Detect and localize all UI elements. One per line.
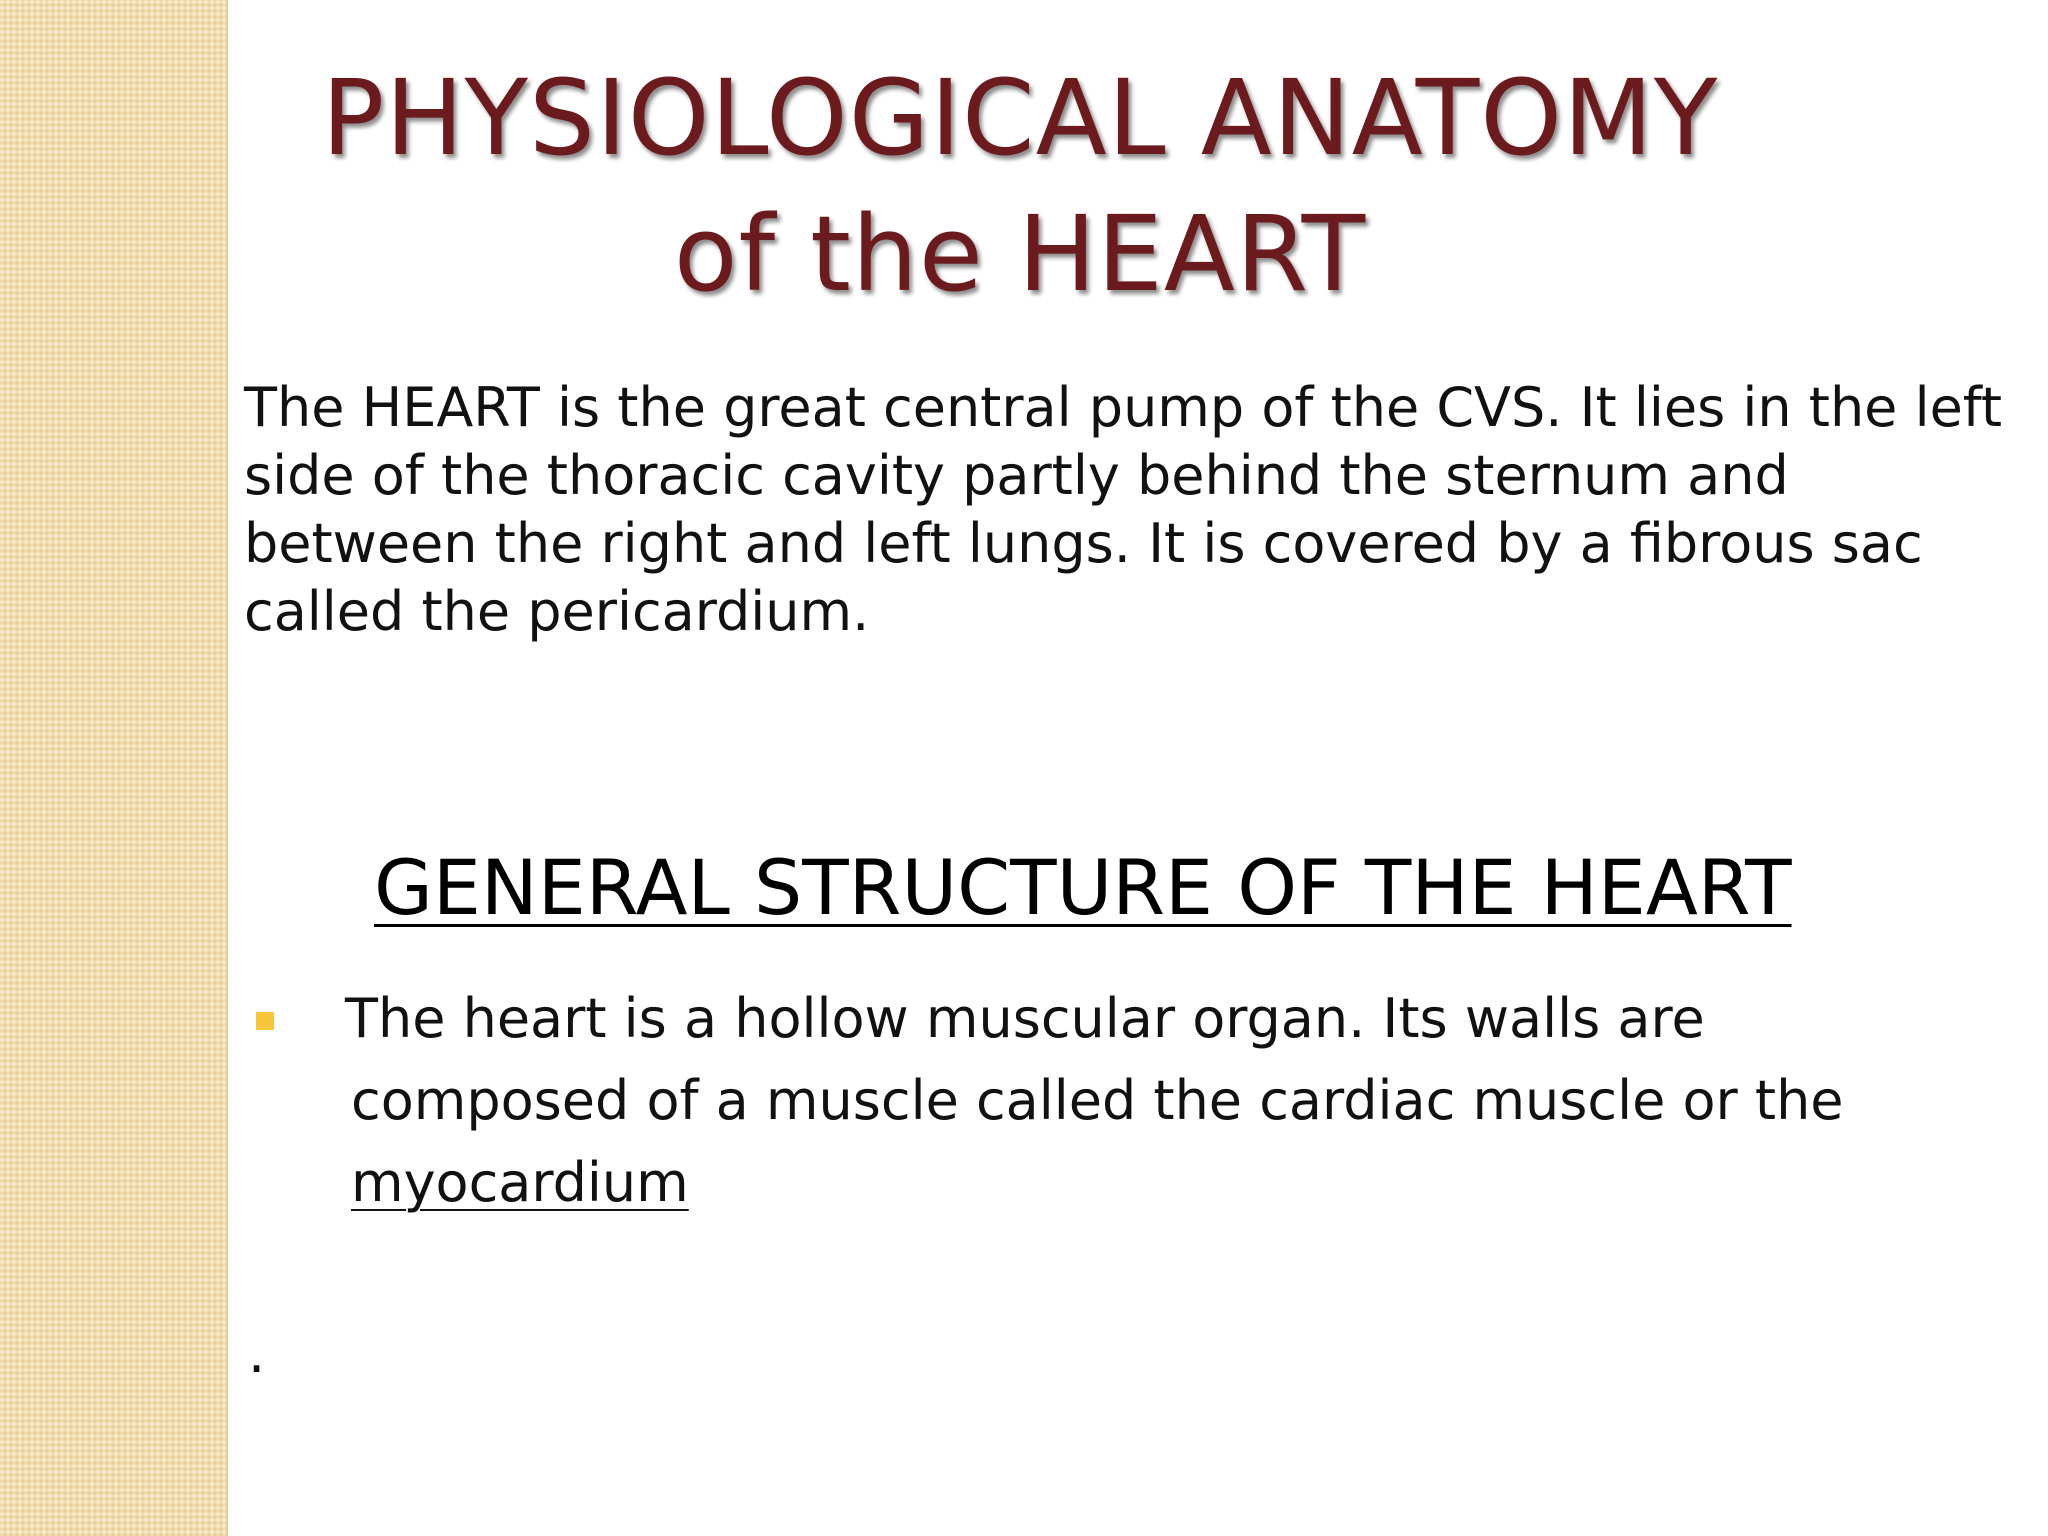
myocardium-term: myocardium xyxy=(351,1151,689,1214)
bullet-list xyxy=(250,978,2005,1224)
square-bullet-icon xyxy=(256,1012,274,1030)
decorative-side-band xyxy=(0,0,228,1536)
bullet-line-1: The heart is a hollow muscular organ. Its walls are xyxy=(345,987,1705,1050)
slide-title-line-2: of the HEART xyxy=(673,193,1367,315)
bullet-item xyxy=(250,978,2005,1224)
trailing-period: . xyxy=(248,1322,266,1385)
intro-paragraph: The HEART is the great central pump of the CVS. It lies in the left side of the thoracic cavity partly behind the sternum and between the right and left lungs. It is covered by a fibrous sac called the pericardium. xyxy=(244,376,2003,643)
slide-title-line-1: PHYSIOLOGICAL ANATOMY xyxy=(321,57,1719,179)
slide-title xyxy=(240,50,1800,322)
bullet-line-3 xyxy=(345,1142,2005,1224)
section-heading: GENERAL STRUCTURE OF THE HEART xyxy=(374,843,1792,932)
bullet-line-2: composed of a muscle called the cardiac muscle or the xyxy=(351,1069,1844,1132)
